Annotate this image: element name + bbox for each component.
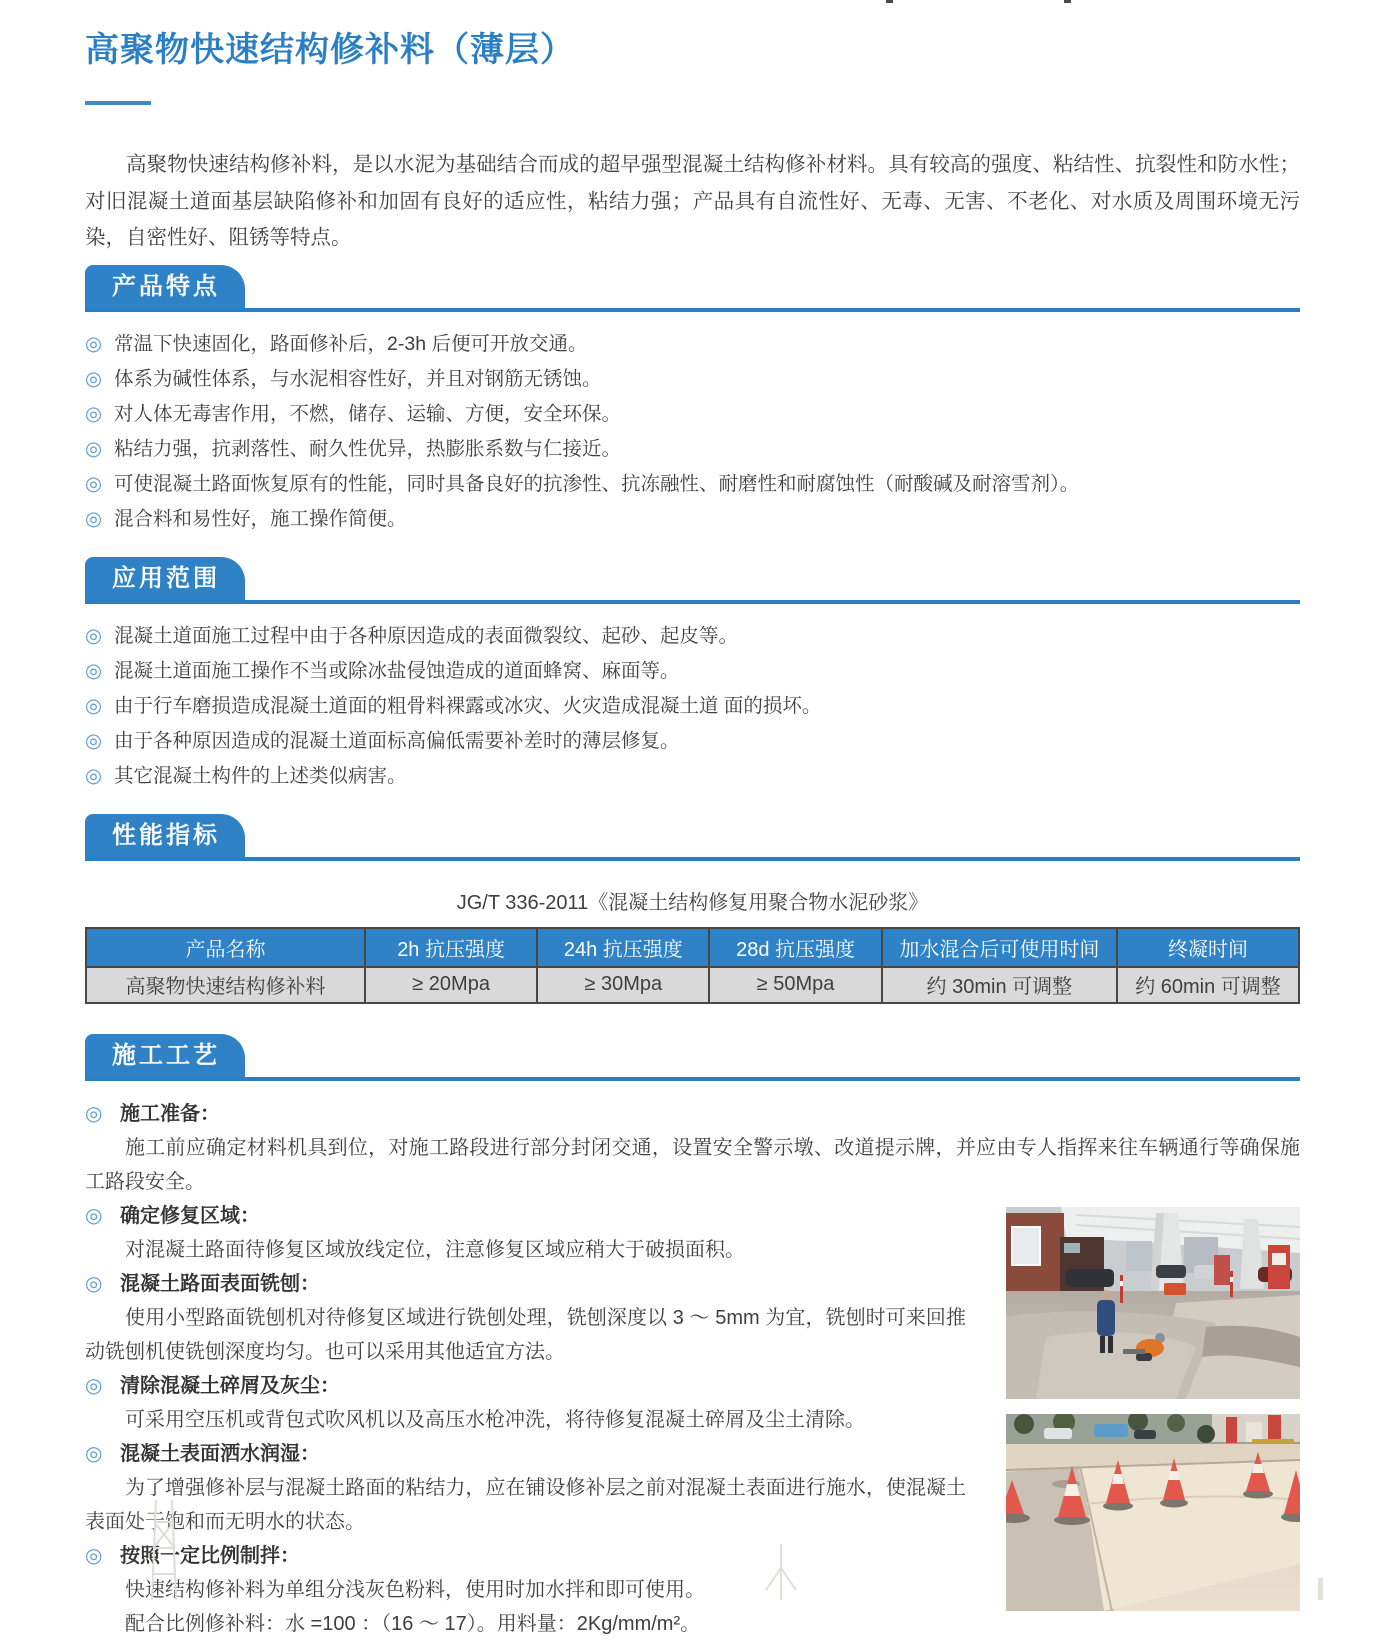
step-heading	[85, 1097, 1300, 1131]
step-heading-text: 清除混凝土碎屑及灰尘：	[120, 1374, 341, 1397]
step-body: 配合比例修补料：水 =100 ：（16 ～ 17）。用料量：2Kg/mm/m²。	[125, 1612, 701, 1635]
bullet-icon: ◎	[85, 624, 103, 647]
step-body: 为了增强修补层与混凝土路面的粘结力，应在铺设修补层之前对混凝土表面进行施水，使混凝土表面处于饱和而无明水的状态。	[85, 1476, 966, 1533]
page-edge-artifact	[1064, 0, 1071, 3]
watermark-fragment	[1318, 1578, 1323, 1600]
applications-list	[85, 619, 1300, 794]
section-header-process	[85, 1034, 1300, 1081]
list-item	[85, 689, 1300, 724]
list-item	[85, 619, 1300, 654]
step-heading-text: 按照一定比例制拌：	[120, 1544, 301, 1567]
bullet-icon: ◎	[85, 1204, 103, 1227]
table-header-cell: 加水混合后可使用时间	[882, 928, 1117, 967]
step-heading-text: 混凝土表面洒水润湿：	[120, 1442, 321, 1465]
bullet-icon: ◎	[85, 402, 103, 425]
list-item-text: 可使混凝土路面恢复原有的性能，同时具备良好的抗渗性、抗冻融性、耐磨性和耐腐蚀性（耐酸碱及耐溶雪剂）。	[114, 472, 1080, 495]
bullet-icon: ◎	[85, 1442, 103, 1465]
list-item	[85, 467, 1300, 502]
bullet-icon: ◎	[85, 1272, 103, 1295]
bullet-icon: ◎	[85, 507, 103, 530]
list-item-text: 混合料和易性好，施工操作简便。	[114, 507, 407, 530]
bullet-icon: ◎	[85, 1374, 103, 1397]
list-item	[85, 362, 1300, 397]
list-item-text: 由于各种原因造成的混凝土道面标高偏低需要补差时的薄层修复。	[114, 729, 680, 752]
list-item	[85, 432, 1300, 467]
table-cell: ≥ 50Mpa	[709, 967, 881, 1003]
list-item	[85, 397, 1300, 432]
bullet-icon: ◎	[85, 367, 103, 390]
table-cell: 约 30min 可调整	[882, 967, 1117, 1003]
list-item-text: 其它混凝土构件的上述类似病害。	[114, 764, 407, 787]
list-item-text: 常温下快速固化，路面修补后，2-3h 后便可开放交通。	[114, 332, 588, 355]
table-cell: 约 60min 可调整	[1117, 967, 1299, 1003]
section-badge: 施工工艺	[85, 1034, 245, 1077]
section-badge: 产品特点	[85, 265, 245, 308]
table-header-cell: 产品名称	[86, 928, 365, 967]
performance-table	[85, 927, 1300, 1004]
step-body: 可采用空压机或背包式吹风机以及高压水枪冲洗，将待修复混凝土碎屑及尘土清除。	[125, 1408, 865, 1431]
process-photos	[1006, 1207, 1300, 1611]
list-item	[85, 502, 1300, 537]
page-edge-artifact	[886, 0, 893, 3]
table-cell: ≥ 20Mpa	[365, 967, 537, 1003]
table-cell: 高聚物快速结构修补料	[86, 967, 365, 1003]
bullet-icon: ◎	[85, 332, 103, 355]
table-header-cell: 28d 抗压强度	[709, 928, 881, 967]
photo-pavement-repair-pouring	[1006, 1207, 1300, 1399]
section-header-performance	[85, 814, 1300, 861]
bullet-icon: ◎	[85, 764, 103, 787]
step-body: 快速结构修补料为单组分浅灰色粉料，使用时加水拌和即可使用。	[125, 1578, 705, 1601]
table-row	[86, 967, 1299, 1003]
list-item-text: 由于行车磨损造成混凝土道面的粗骨料裸露或冰灾、火灾造成混凝土道 面的损坏。	[114, 694, 822, 717]
process-steps	[85, 1097, 1300, 1641]
bullet-icon: ◎	[85, 472, 103, 495]
step-body: 施工前应确定材料机具到位，对施工路段进行部分封闭交通，设置安全警示墩、改道提示牌，并应由专人指挥来往车辆通行等确保施工路段安全。	[85, 1136, 1300, 1193]
section-badge: 性能指标	[85, 814, 245, 857]
step-heading-text: 混凝土路面表面铣刨：	[120, 1272, 321, 1295]
step-body: 使用小型路面铣刨机对待修复区域进行铣刨处理，铣刨深度以 3 ～ 5mm 为宜，铣刨时可来回推动铣刨机使铣刨深度均匀。也可以采用其他适宜方法。	[85, 1306, 966, 1363]
list-item-text: 对人体无毒害作用，不燃，储存、运输、方便，安全环保。	[114, 402, 622, 425]
list-item-text: 体系为碱性体系，与水泥相容性好，并且对钢筋无锈蚀。	[114, 367, 602, 390]
photo-repaired-pavement-cones	[1006, 1414, 1300, 1611]
section-header-applications	[85, 557, 1300, 604]
list-item-text: 混凝土道面施工过程中由于各种原因造成的表面微裂纹、起砂、起皮等。	[114, 624, 739, 647]
list-item-text: 混凝土道面施工操作不当或除冰盐侵蚀造成的道面蜂窝、麻面等。	[114, 659, 680, 682]
table-header-cell: 终凝时间	[1117, 928, 1299, 967]
bullet-icon: ◎	[85, 1102, 103, 1125]
table-cell: ≥ 30Mpa	[537, 967, 709, 1003]
table-header-cell: 24h 抗压强度	[537, 928, 709, 967]
table-header-cell: 2h 抗压强度	[365, 928, 537, 967]
page	[85, 0, 1300, 1641]
bullet-icon: ◎	[85, 694, 103, 717]
step-body: 对混凝土路面待修复区域放线定位，注意修复区域应稍大于破损面积。	[125, 1238, 745, 1261]
table-header-row	[86, 928, 1299, 967]
standard-reference: JG/T 336-2011《混凝土结构修复用聚合物水泥砂浆》	[456, 891, 929, 914]
step-heading-text: 确定修复区域：	[120, 1204, 261, 1227]
features-list	[85, 327, 1300, 537]
section-header-features	[85, 265, 1300, 312]
title-underline-dash	[85, 101, 151, 105]
list-item	[85, 327, 1300, 362]
bullet-icon: ◎	[85, 437, 103, 460]
list-item-text: 粘结力强，抗剥落性、耐久性优异，热膨胀系数与仁接近。	[114, 437, 622, 460]
bullet-icon: ◎	[85, 729, 103, 752]
bullet-icon: ◎	[85, 659, 103, 682]
intro-paragraph: 高聚物快速结构修补料，是以水泥为基础结合而成的超早强型混凝土结构修补材料。具有较高的强度、粘结性、抗裂性和防水性；对旧混凝土道面基层缺陷修补和加固有良好的适应性，粘结力强；产品具有自流性好、无毒、无害、不老化、对水质及周围环境无污染，自密性好、阻锈等特点。	[85, 153, 1300, 249]
bullet-icon: ◎	[85, 1544, 103, 1567]
list-item	[85, 759, 1300, 794]
step-heading-text: 施工准备：	[120, 1102, 221, 1125]
section-badge: 应用范围	[85, 557, 245, 600]
list-item	[85, 724, 1300, 759]
list-item	[85, 654, 1300, 689]
page-title: 高聚物快速结构修补料（薄层）	[85, 31, 575, 69]
